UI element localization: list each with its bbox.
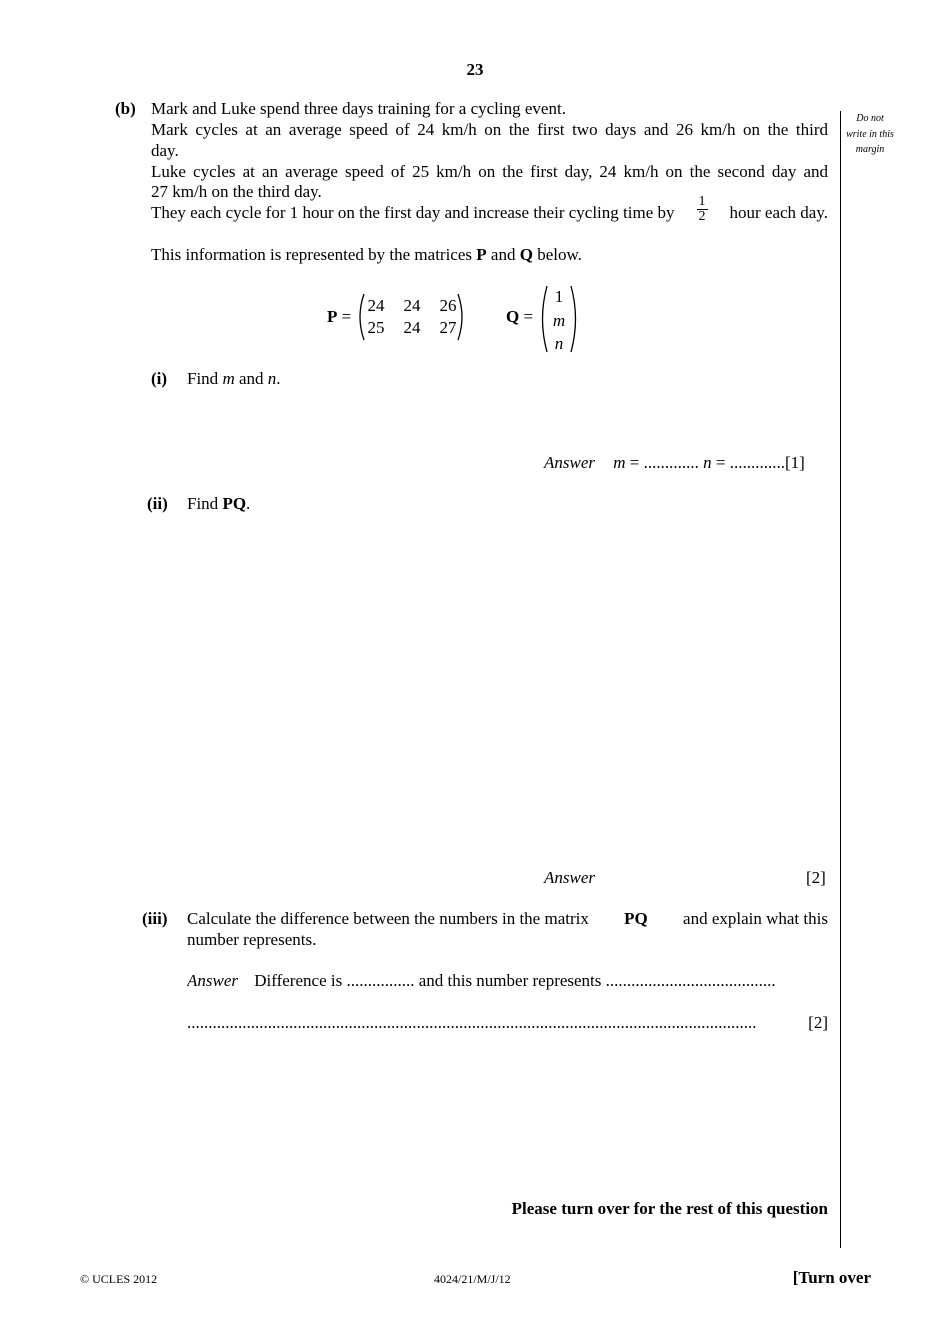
question-text: . xyxy=(276,369,281,388)
question-line: Mark and Luke spend three days training for a cycling event. xyxy=(151,99,566,118)
footer-turn-over: [Turn over xyxy=(792,1268,871,1287)
matrix-q-cell: m xyxy=(552,311,566,330)
turn-over-note: Please turn over for the rest of this question xyxy=(511,1199,828,1218)
equals-sign: = xyxy=(341,307,352,326)
question-text: Find xyxy=(187,369,223,388)
margin-rule xyxy=(840,111,841,1248)
matrix-q-cell: n xyxy=(554,334,564,353)
time-line-end: hour each day. xyxy=(729,202,828,222)
matrix-p-cell: 24 xyxy=(367,296,385,315)
part-ii-answer-label: Answer xyxy=(544,868,595,887)
part-i-question xyxy=(187,369,281,389)
matrix-p-cell: 27 xyxy=(439,318,457,337)
var-n: n xyxy=(267,369,277,388)
answer-label: Answer xyxy=(544,453,595,472)
part-iii-answer-line2 xyxy=(187,1013,828,1033)
matrix-intro xyxy=(151,245,582,265)
matrix-p-cell: 24 xyxy=(403,318,421,337)
answer-label: Answer xyxy=(187,971,238,990)
matrix-q-label xyxy=(506,307,533,327)
footer-copyright: © UCLES 2012 xyxy=(80,1272,158,1286)
intro-p: P xyxy=(476,245,487,264)
question-text: and explain what this xyxy=(683,909,828,928)
matrix-q-name: Q xyxy=(506,307,520,326)
answer-m: m xyxy=(613,453,626,472)
answer-blank[interactable]: ...................................................................................................................................... xyxy=(187,1013,757,1032)
part-i-answer-line xyxy=(544,453,805,473)
answer-blank[interactable]: Difference is ................ and this number represents ........................................ xyxy=(254,971,776,990)
time-line-start: They each cycle for 1 hour on the first day and increase their cycling time by xyxy=(151,202,675,222)
footer-code: 4024/21/M/J/12 xyxy=(434,1272,511,1286)
time-line xyxy=(151,194,828,227)
question-text: and xyxy=(234,369,268,388)
part-i-label: (i) xyxy=(151,369,168,388)
intro-text: below. xyxy=(532,245,582,264)
intro-q: Q xyxy=(519,245,533,264)
part-ii-label: (ii) xyxy=(147,494,168,513)
var-m: m xyxy=(222,369,235,388)
part-ii-question xyxy=(187,494,250,514)
question-line: 27 km/h on the third day. xyxy=(151,182,322,201)
part-iii-question-line2: number represents. xyxy=(187,930,317,949)
matrix-pq: PQ xyxy=(624,909,648,928)
equals-sign: = xyxy=(523,307,534,326)
question-line: Mark cycles at an average speed of 24 km/h on the first two days and 26 km/h on the third xyxy=(151,120,828,139)
question-text: . xyxy=(246,494,251,513)
intro-text: and xyxy=(486,245,520,264)
intro-text: This information is represented by the matrices xyxy=(151,245,477,264)
margin-note-line: Do not xyxy=(856,113,884,124)
part-iii-label: (iii) xyxy=(142,909,168,928)
question-text: Calculate the difference between the numbers in the matrix xyxy=(187,909,589,928)
part-iii-answer-line xyxy=(187,971,828,991)
answer-blank[interactable]: = ............. xyxy=(625,453,704,472)
fraction-denominator: 2 xyxy=(698,209,706,224)
matrix-p-name: P xyxy=(327,307,338,326)
question-text: Find xyxy=(187,494,223,513)
margin-note-line: write in this xyxy=(846,128,894,140)
matrix-pq: PQ xyxy=(222,494,247,513)
margin-note xyxy=(838,111,902,158)
fraction-numerator: 1 xyxy=(698,194,706,209)
part-b-label: (b) xyxy=(115,99,136,118)
margin-note-line: margin xyxy=(855,144,885,155)
half-fraction xyxy=(697,195,708,224)
answer-n: n xyxy=(703,453,712,472)
question-line: day. xyxy=(151,141,179,160)
part-ii-marks: [2] xyxy=(806,868,826,887)
answer-blank[interactable]: = .............[1] xyxy=(711,453,805,472)
part-iii-question xyxy=(187,909,828,929)
part-iii-marks: [2] xyxy=(808,1013,828,1032)
question-line: Luke cycles at an average speed of 25 km/h on the first day, 24 km/h on the second day and xyxy=(151,162,828,181)
matrix-p-cell: 24 xyxy=(403,296,421,315)
matrix-p-label xyxy=(327,307,351,327)
matrix-p-cell: 25 xyxy=(367,318,385,337)
page-number: 23 xyxy=(466,60,484,79)
matrix-p-cell: 26 xyxy=(439,296,457,315)
matrix-q-cell: 1 xyxy=(554,287,564,306)
